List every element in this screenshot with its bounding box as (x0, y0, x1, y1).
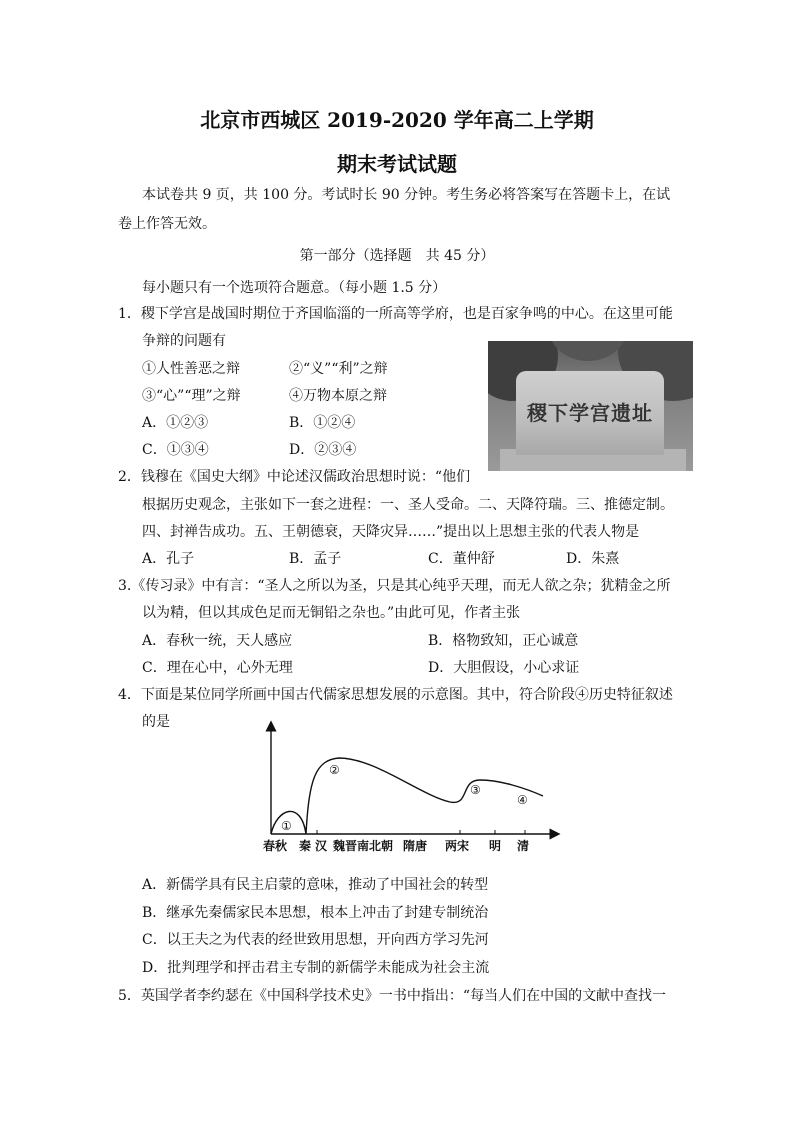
stone-tablet (516, 371, 664, 455)
q3-stem-line-1: 3.《传习录》中有言：“圣人之所以为圣，只是其心纯乎天理，而无人欲之杂；犹精金之所 (118, 578, 671, 594)
q3-option-a: A．春秋一统，天人感应 (142, 633, 293, 649)
x-label-liangsong: 两宋 (445, 839, 470, 853)
x-label-weijin: 魏晋南北朝 (333, 839, 394, 853)
x-label-ming: 明 (489, 839, 502, 853)
tree-foliage (548, 341, 628, 361)
stage-mark-4: ④ (517, 793, 528, 807)
q4-stem-line-1: 4．下面是某位同学所画中国古代儒家思想发展的示意图。其中，符合阶段④历史特征叙述 (118, 687, 673, 703)
x-label-chunqiu: 春秋 (263, 839, 288, 853)
q2-stem-line-3: 四、封禅告成功。五、王朝德衰，天降灾异……”提出以上思想主张的代表人物是 (142, 524, 640, 540)
section-title: 第一部分（选择题 共 45 分） (299, 248, 495, 264)
q1-option-a: A．①②③ (142, 415, 209, 431)
x-label-qin: 秦 (299, 839, 312, 853)
q4-stem-line-2: 的是 (142, 714, 170, 730)
intro-line-1: 本试卷共 9 页，共 100 分。考试时长 90 分钟。考生务必将答案写在答题卡上，在试 (142, 187, 671, 203)
development-curve (271, 758, 543, 834)
q4-option-a: A．新儒学具有民主启蒙的意味，推动了中国社会的转型 (142, 877, 489, 893)
q2-option-c: C．董仲舒 (428, 551, 495, 567)
stage-mark-2: ② (329, 763, 340, 777)
intro-line-2: 卷上作答无效。 (118, 216, 216, 232)
section-instruction: 每小题只有一个选项符合题意。（每小题 1.5 分） (142, 280, 447, 296)
q4-option-b: B．继承先秦儒家民本思想，根本上冲击了封建专制统治 (142, 905, 489, 921)
q4-option-d: D．批判理学和抨击君主专制的新儒学未能成为社会主流 (142, 960, 490, 976)
q1-option-b: B．①②④ (289, 415, 356, 431)
q2-option-b: B．孟子 (289, 551, 342, 567)
x-label-han: 汉 (315, 839, 328, 853)
q2-option-d: D．朱熹 (566, 551, 620, 567)
q3-option-d: D．大胆假设，小心求证 (428, 660, 580, 676)
q2-stem-line-2: 根据历史观念，主张如下一套之进程：一、圣人受命。二、天降符瑞。三、推德定制。 (142, 497, 674, 513)
q2-option-a: A．孔子 (142, 551, 195, 567)
x-label-qing: 清 (517, 839, 530, 853)
x-label-suitang: 隋唐 (403, 839, 428, 853)
q1-statement-2: ②“义”“利”之辩 (289, 361, 388, 377)
q1-statement-3: ③“心”“理”之辩 (142, 388, 241, 404)
stone-inscription: 稷下学宫遗址 (527, 401, 653, 425)
q1-statement-1: ①人性善恶之辩 (142, 361, 240, 377)
q5-stem-line-1: 5．英国学者李约瑟在《中国科学技术史》一书中指出：“每当人们在中国的文献中查找一 (118, 988, 667, 1004)
q1-option-c: C．①③④ (142, 442, 209, 458)
q1-stem-line-2: 争辩的问题有 (142, 333, 226, 349)
q1-stem-line-1: 1．稷下学宫是战国时期位于齐国临淄的一所高等学府，也是百家争鸣的中心。在这里可能 (118, 306, 673, 322)
page-subtitle: 期末考试试题 (337, 152, 457, 176)
q1-statement-4: ④万物本原之辩 (289, 388, 387, 404)
q3-option-c: C．理在心中，心外无理 (142, 660, 293, 676)
diagram-svg (255, 720, 565, 860)
q2-stem-line-1: 2．钱穆在《国史大纲》中论述汉儒政治思想时说：“他们 (118, 469, 471, 485)
q3-stem-line-2: 以为精，但以其成色足而无铜铅之杂也。”由此可见，作者主张 (142, 605, 521, 621)
page-title: 北京市西城区 2019-2020 学年高二上学期 (200, 108, 594, 132)
confucianism-development-diagram (255, 720, 565, 860)
stage-mark-3: ③ (470, 783, 481, 797)
stage-mark-1: ① (281, 819, 292, 833)
q1-option-d: D．②③④ (289, 442, 357, 458)
q4-option-c: C．以王夫之为代表的经世致用思想，开向西方学习先河 (142, 932, 489, 948)
q3-option-b: B．格物致知，正心诚意 (428, 633, 579, 649)
stone-monument-photo (488, 341, 693, 471)
